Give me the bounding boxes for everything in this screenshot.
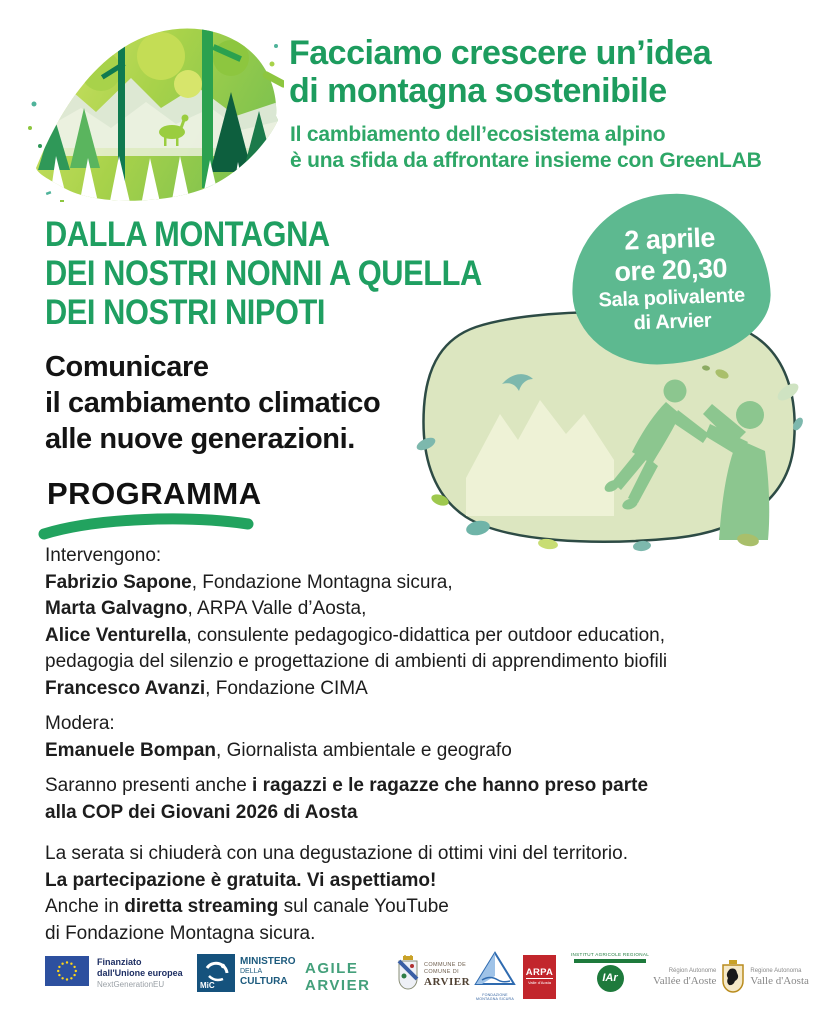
- speaker-role: , ARPA Valle d’Aosta,: [187, 598, 367, 619]
- eu-text-line2: dall'Unione europea: [97, 968, 183, 978]
- ministero-cultura-logo: [197, 954, 296, 992]
- moderator-name: Emanuele Bompan: [45, 739, 217, 761]
- institut-agricole-regional-logo: [566, 952, 654, 992]
- mic-text-line1: MINISTERO: [240, 956, 296, 967]
- badge-date: 2 aprile: [623, 222, 716, 256]
- vda-it-line1: Regione Autonoma: [750, 967, 802, 974]
- svg-text:MiC: MiC: [200, 981, 215, 990]
- poster-subtitle: [290, 122, 762, 174]
- mic-text-line2: DELLA: [240, 968, 263, 975]
- moderator-paragraph: [45, 711, 800, 764]
- fms-label: FONDAZIONE MONTAGNA SICURA: [476, 993, 514, 1001]
- agile-text-line2: ARVIER: [305, 977, 371, 994]
- guests-highlight-continued: alla COP dei Giovani 2026 di Aosta: [45, 801, 358, 823]
- moderator-role: , Giornalista ambientale e geografo: [216, 739, 512, 761]
- speaker-role-continued: pedagogia del silenzio e progettazione di ambienti di apprendimento biofili: [45, 651, 668, 672]
- streaming-highlight: diretta streaming: [124, 896, 279, 917]
- speaker-name: Francesco Avanzi: [45, 677, 206, 699]
- speaker-role: , Fondazione Montagna sicura,: [191, 571, 453, 593]
- event-heading-line1: DALLA MONTAGNA: [45, 215, 330, 254]
- mic-emblem-icon: [197, 954, 235, 992]
- poster-subtitle-line2: è una sfida da affrontare insieme con GreenLAB: [290, 149, 762, 172]
- closing-line: La serata si chiuderà con una degustazione di ottimi vini del territorio.: [45, 843, 628, 864]
- moderator-label: Modera:: [45, 713, 115, 734]
- poster-title-line1: Facciamo crescere un’idea: [289, 34, 712, 72]
- speaker-role: , consulente pedagogico-didattica per outdoor education,: [186, 624, 666, 646]
- speaker-name: Alice Venturella: [45, 624, 187, 646]
- fondazione-montagna-sicura-logo: [472, 950, 518, 1001]
- badge-time: ore 20,30: [613, 253, 728, 287]
- speaker-role: , Fondazione CIMA: [205, 677, 368, 699]
- arpa-name: ARPA: [525, 967, 554, 978]
- poster-subtitle-line1: Il cambiamento dell’ecosistema alpino: [290, 123, 666, 146]
- program-heading: PROGRAMMA: [47, 476, 262, 511]
- vda-crest-icon: [721, 960, 745, 994]
- eu-text-line3: NextGenerationEU: [97, 980, 165, 989]
- agile-text-line1: AGILE: [305, 960, 359, 977]
- guests-highlight: i ragazzi e le ragazze che hanno preso parte: [252, 775, 649, 796]
- speakers-paragraph: [45, 543, 800, 702]
- event-heading-line3: DEI NOSTRI NIPOTI: [45, 293, 326, 332]
- event-subheading-line2: il cambiamento climatico: [45, 387, 381, 419]
- guests-prefix: Saranno presenti anche: [45, 775, 253, 796]
- iar-title: INSTITUT AGRICOLE REGIONAL: [570, 952, 650, 957]
- agile-arvier-logo: [305, 960, 370, 994]
- badge-venue-line2: di Arvier: [633, 309, 712, 335]
- arvier-crest-icon: [396, 954, 420, 996]
- eu-flag-icon: [45, 956, 89, 986]
- mountain-triangle-icon: [474, 950, 516, 988]
- poster-title-line2: di montagna sostenibile: [289, 72, 667, 110]
- eu-funding-logo: [45, 956, 183, 990]
- speaker-name: Fabrizio Sapone: [45, 571, 192, 593]
- poster-title: [289, 34, 711, 110]
- intervene-label: Intervengono:: [45, 545, 162, 566]
- arvier-text-line3: ARVIER: [424, 976, 471, 988]
- event-subheading: [45, 349, 380, 457]
- streaming-suffix: sul canale YouTube: [278, 896, 449, 917]
- valle-daosta-region-logo: [653, 960, 809, 994]
- vda-it-line2: Valle d'Aosta: [750, 974, 809, 987]
- arvier-text-line1: COMMUNE DE: [424, 962, 467, 968]
- streaming-line2: di Fondazione Montagna sicura.: [45, 922, 316, 944]
- vda-fr-line1: Région Autonome: [668, 967, 717, 974]
- program-body: [45, 543, 800, 947]
- iar-bar-icon: [574, 959, 646, 963]
- arpa-sub: Valle d'Aosta: [528, 980, 551, 985]
- arpa-logo: [523, 955, 556, 999]
- eu-text-line1: Finanziato: [97, 957, 142, 967]
- free-admission-line: La partecipazione è gratuita. Vi aspettiamo!: [45, 869, 437, 891]
- badge-venue-line1: Sala polivalente: [598, 284, 746, 312]
- event-subheading-line1: Comunicare: [45, 351, 209, 383]
- mic-text-line3: CULTURA: [240, 976, 288, 987]
- leaf-forest-illustration-icon: [26, 16, 284, 216]
- green-underline-swoosh-icon: [36, 511, 258, 546]
- streaming-prefix: Anche in: [45, 896, 125, 917]
- closing-paragraph: [45, 841, 800, 947]
- event-subheading-line3: alle nuove generazioni.: [45, 423, 355, 455]
- comune-arvier-logo: [396, 954, 470, 996]
- arvier-text-line2: COMUNE DI: [424, 969, 460, 975]
- event-heading-line2: DEI NOSTRI NONNI A QUELLA: [45, 254, 482, 293]
- guests-paragraph: [45, 773, 800, 826]
- speaker-name: Marta Galvagno: [45, 598, 188, 619]
- iar-monogram-icon: IAr: [597, 965, 624, 992]
- vda-fr-line2: Vallée d'Aoste: [653, 974, 717, 987]
